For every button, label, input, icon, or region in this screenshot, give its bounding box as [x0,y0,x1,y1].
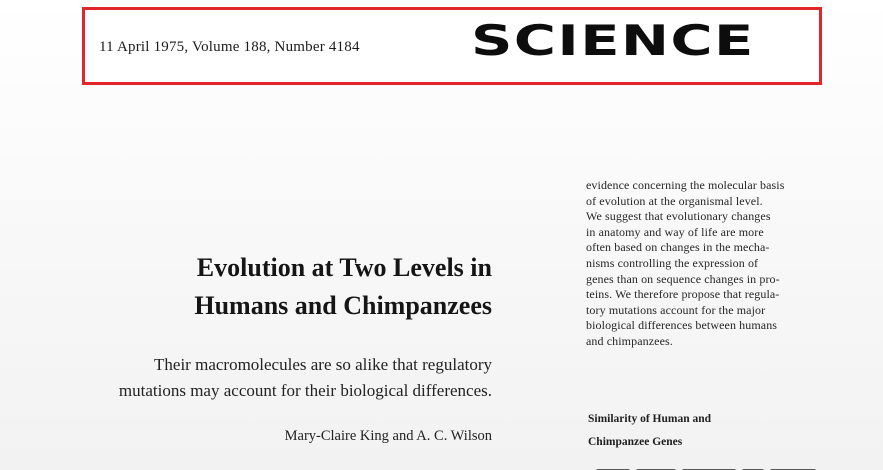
body-text-line: biological differences between humans [586,318,778,333]
section-heading-line: Similarity of Human and [588,413,712,425]
body-text-line: genes than on sequence changes in pro- [586,271,780,286]
body-text-line: in anatomy and way of life are more [586,224,764,239]
article-title [62,249,492,325]
body-text-line: and chimpanzees. [586,333,673,348]
article-deck [12,352,492,404]
article-title-line: Humans and Chimpanzees [194,291,492,320]
article-title-line: Evolution at Two Levels in [196,253,492,282]
masthead-highlight-box [82,7,822,85]
article-deck-line: mutations may account for their biological differences. [118,381,492,400]
body-text-line: We suggest that evolutionary changes [586,209,771,224]
body-text-line: often based on changes in the mecha- [586,240,770,255]
journal-logo: SCIENCE [471,16,755,65]
article-deck-line: Their macromolecules are so alike that regulatory [154,355,492,374]
section-heading-line: Chimpanzee Genes [588,436,683,448]
article-authors: Mary-Claire King and A. C. Wilson [284,428,492,444]
body-text-line: nisms controlling the expression of [586,255,759,270]
body-text-line: of evolution at the organismal level. [586,193,763,208]
body-text-line: teins. We therefore propose that regula- [586,287,780,302]
body-text-line: tory mutations account for the major [586,302,766,317]
body-text-line: evidence concerning the molecular basis [586,178,785,192]
issue-date-volume: 11 April 1975, Volume 188, Number 4184 [99,39,360,55]
body-text-column [586,178,856,350]
cropped-text-line [596,460,826,470]
section-heading [588,408,711,454]
